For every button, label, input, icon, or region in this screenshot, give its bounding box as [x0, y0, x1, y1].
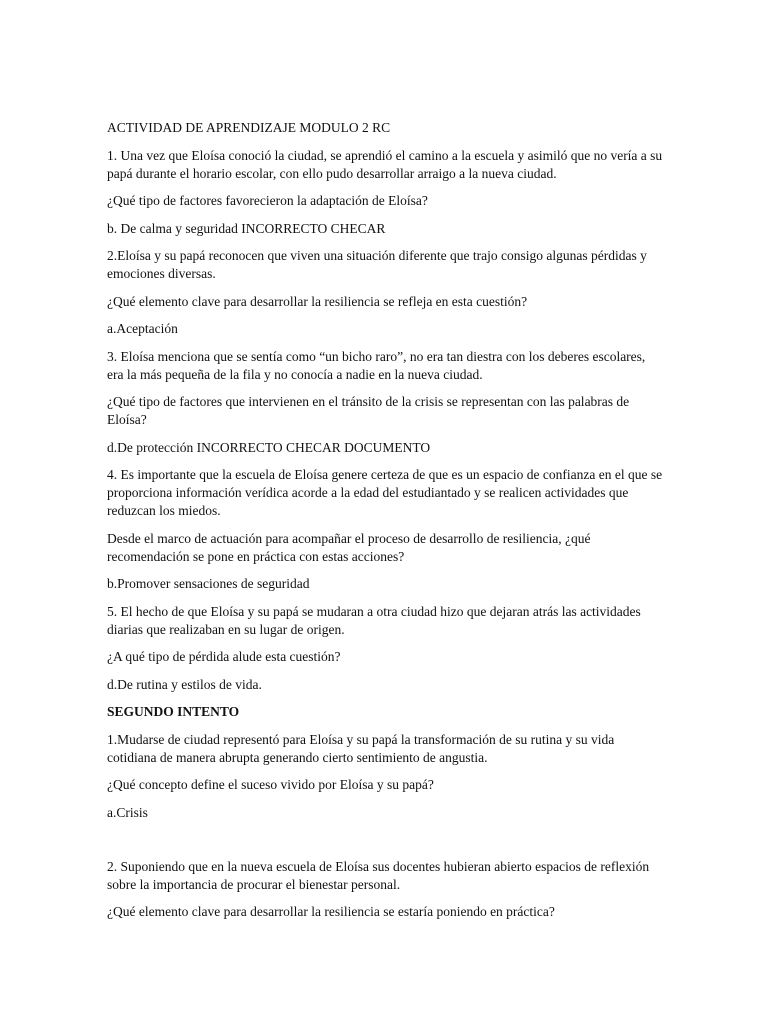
question-4-statement: 4. Es importante que la escuela de Eloísa genere certeza de que es un espacio de confianza en el que se proporciona información verídica acorde a la edad del estudiantado y se realicen actividades que reduzcan los miedos. — [107, 467, 663, 518]
section-heading-second-attempt: SEGUNDO INTENTO — [107, 704, 240, 719]
question-5-statement: 5. El hecho de que Eloísa y su papá se mudaran a otra ciudad hizo que dejaran atrás las actividades diarias que realizaban en su lugar de origen. — [107, 603, 641, 637]
question-3-prompt: ¿Qué tipo de factores que intervienen en el tránsito de la crisis se representan con las palabras de Eloísa? — [107, 394, 630, 427]
question-1-statement: 1. Una vez que Eloísa conoció la ciudad, se aprendió el camino a la escuela y asimiló que no vería a su papá durante el horario escolar, con ello pudo desarrollar arraigo a la nueva ciudad. — [107, 147, 663, 181]
question-3-answer: d.De protección INCORRECTO CHECAR DOCUMENTO — [107, 439, 431, 455]
question-2-answer: a.Aceptación — [107, 321, 178, 336]
attempt-2-question-1-prompt: ¿Qué concepto define el suceso vivido por Eloísa y su papá? — [107, 777, 434, 792]
question-5-prompt: ¿A qué tipo de pérdida alude esta cuestión? — [107, 649, 341, 664]
question-4-answer: b.Promover sensaciones de seguridad — [107, 576, 310, 591]
document-title: ACTIVIDAD DE APRENDIZAJE MODULO 2 RC — [107, 120, 391, 135]
question-1-answer: b. De calma y seguridad INCORRECTO CHECAR — [107, 220, 386, 236]
question-3-statement: 3. Eloísa menciona que se sentía como “un bicho raro”, no era tan diestra con los deberes escolares, era la más pequeña de la fila y no conocía a nadie en la nueva ciudad. — [107, 348, 646, 382]
document-body — [107, 119, 663, 931]
question-2-statement: 2.Eloísa y su papá reconocen que viven una situación diferente que trajo consigo algunas pérdidas y emociones diversas. — [107, 248, 647, 281]
question-5-answer: d.De rutina y estilos de vida. — [107, 676, 262, 692]
question-4-prompt: Desde el marco de actuación para acompañar el proceso de desarrollo de resiliencia, ¿qué recomendación se pone en práctica con estas acciones? — [107, 530, 591, 564]
attempt-2-question-1-answer: a.Crisis — [107, 804, 148, 820]
attempt-2-question-1-statement: 1.Mudarse de ciudad representó para Eloísa y su papá la transformación de su rutina y su vida cotidiana de manera abrupta generando cierto sentimiento de angustia. — [107, 731, 615, 765]
attempt-2-question-2-statement: 2. Suponiendo que en la nueva escuela de Eloísa sus docentes hubieran abierto espacios de reflexión sobre la importancia de procurar el bienestar personal. — [107, 858, 650, 892]
attempt-2-question-2-prompt: ¿Qué elemento clave para desarrollar la resiliencia se estaría poniendo en práctica? — [107, 904, 555, 919]
question-1-prompt: ¿Qué tipo de factores favorecieron la adaptación de Eloísa? — [107, 193, 428, 208]
question-2-prompt: ¿Qué elemento clave para desarrollar la resiliencia se refleja en esta cuestión? — [107, 293, 528, 309]
